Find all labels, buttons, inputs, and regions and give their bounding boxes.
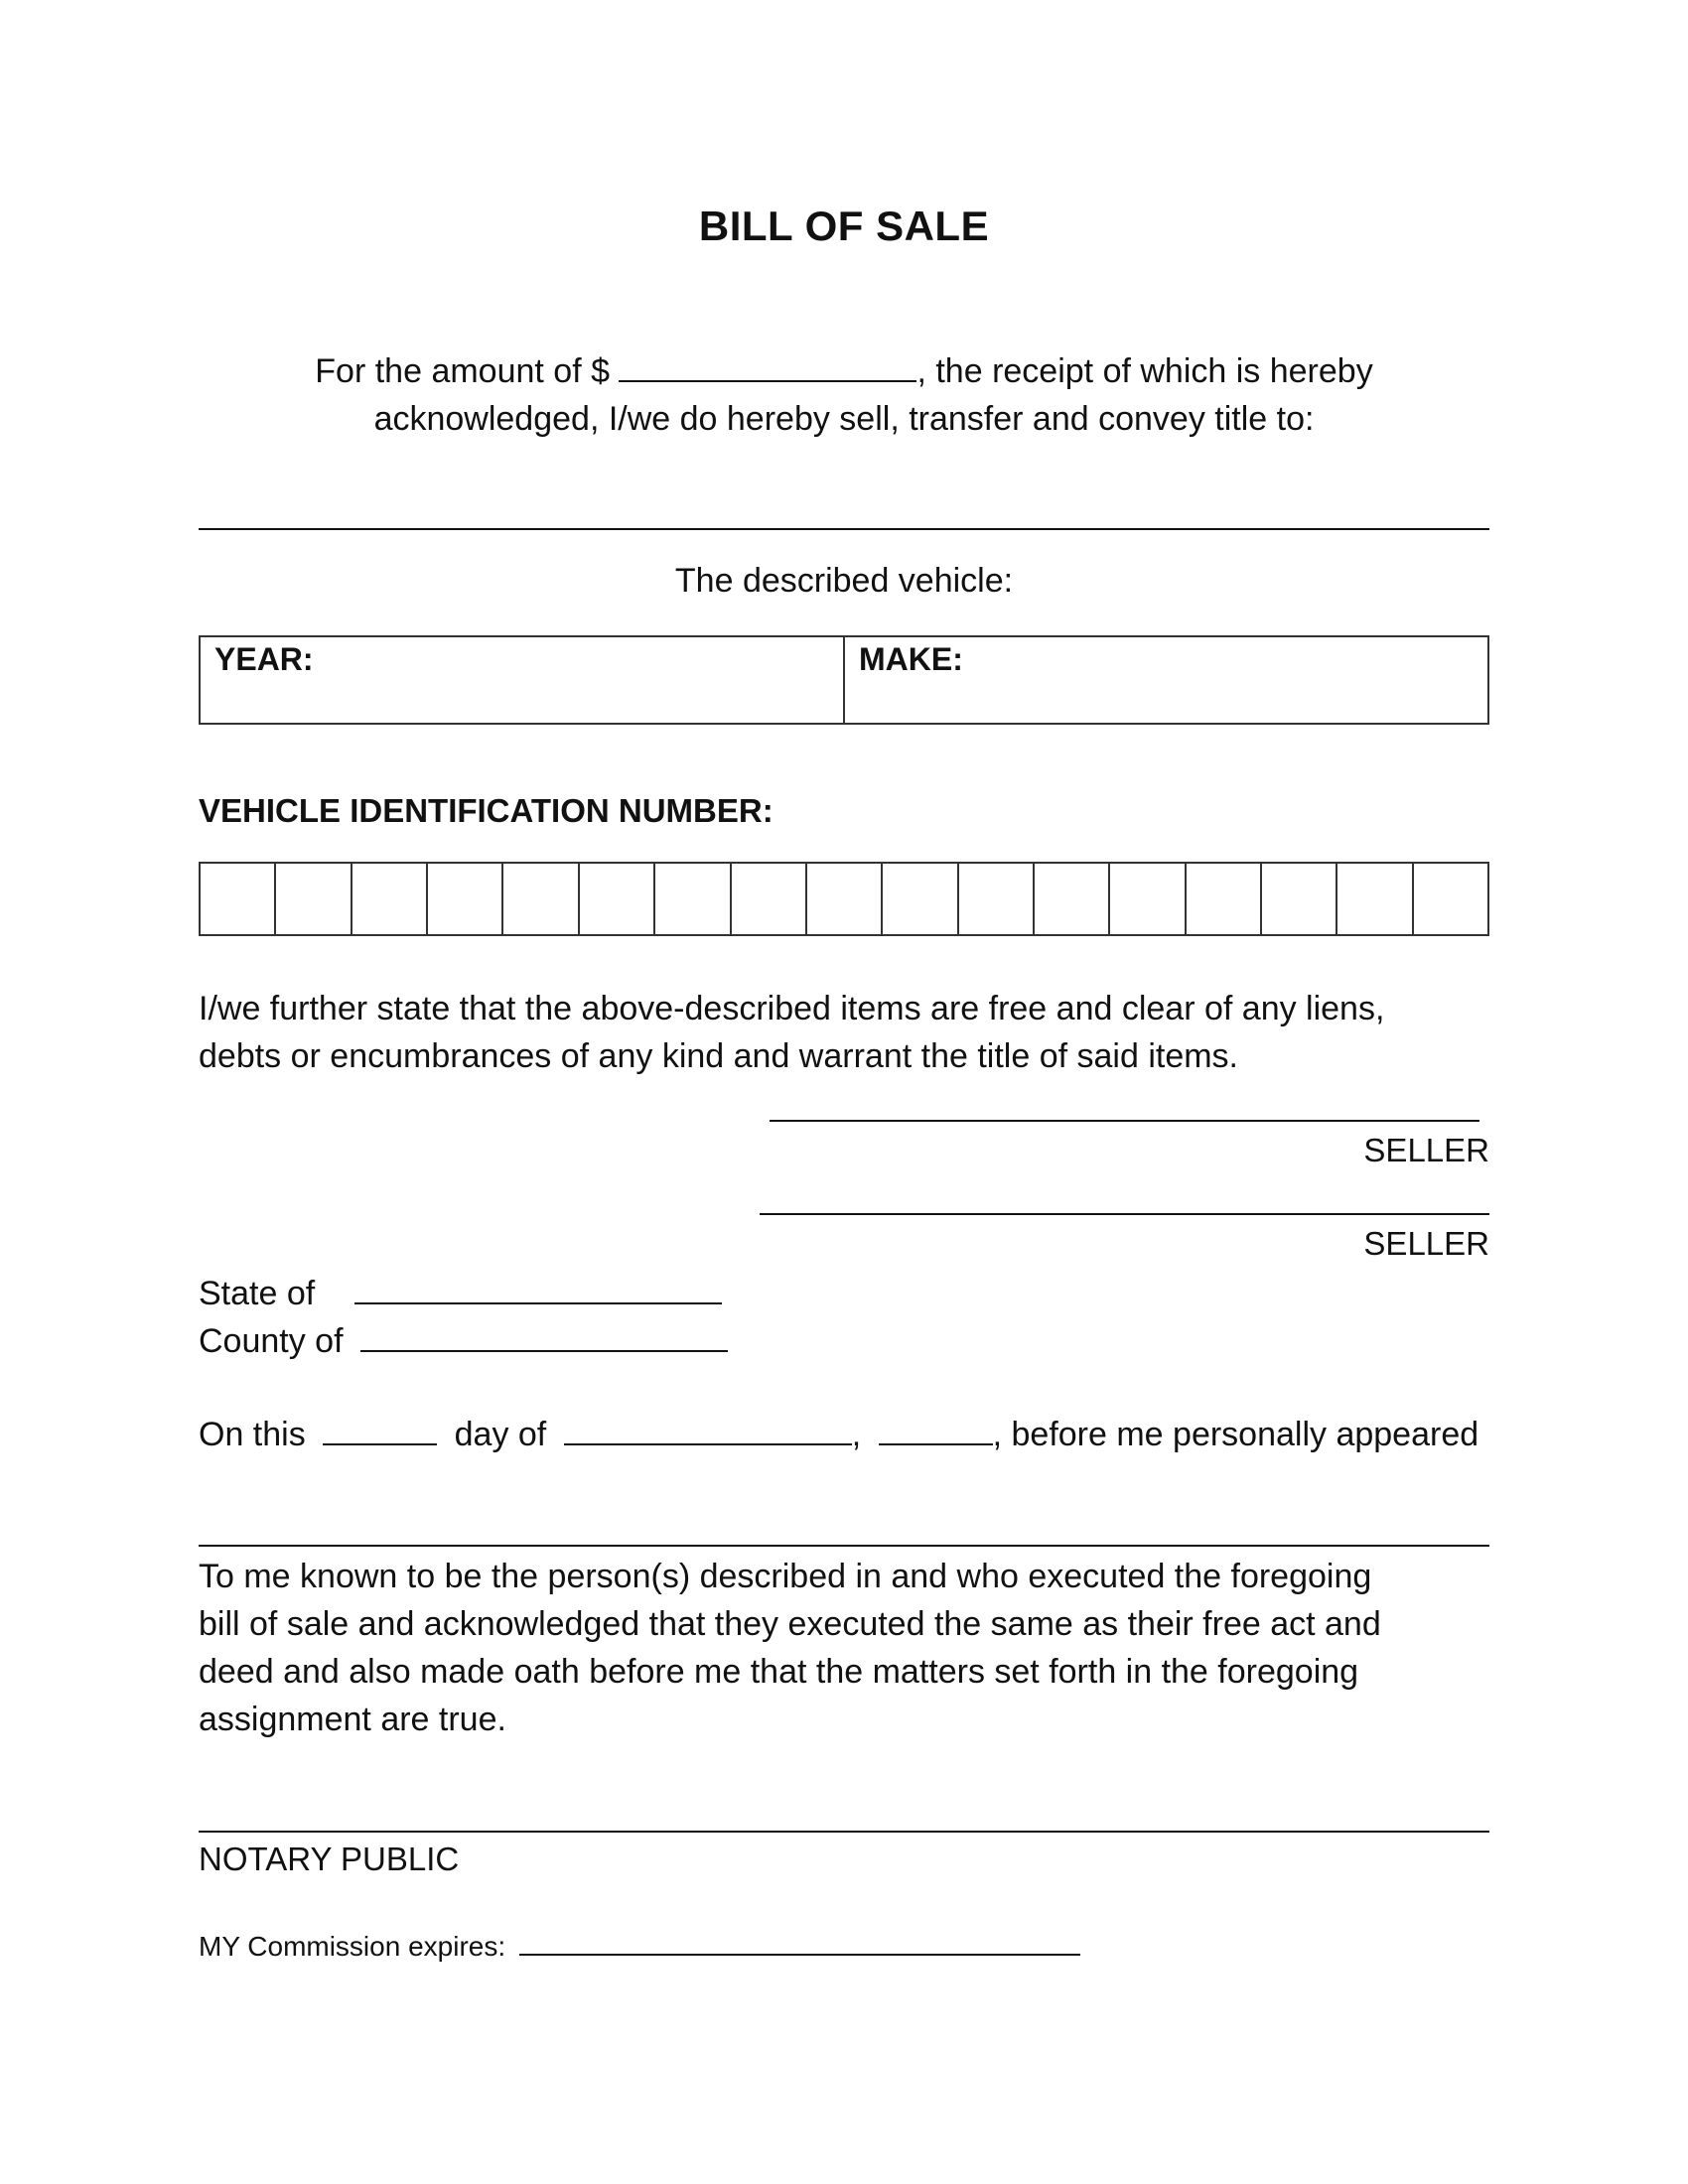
vin-char-box[interactable]: [730, 864, 805, 934]
intro-line-1: [199, 347, 1489, 395]
vin-char-box[interactable]: [805, 864, 881, 934]
document-title: BILL OF SALE: [698, 203, 990, 249]
appearance-row: [199, 1414, 1478, 1454]
year-field[interactable]: [201, 637, 843, 723]
vin-char-box[interactable]: [351, 864, 426, 934]
year-label: YEAR:: [214, 641, 314, 677]
vin-char-box[interactable]: [426, 864, 501, 934]
notary-signature-line[interactable]: [199, 1831, 1489, 1833]
county-row: [199, 1320, 728, 1361]
vin-char-box[interactable]: [201, 864, 274, 934]
county-label: County of: [199, 1322, 344, 1360]
before-me-label: , before me personally appeared: [992, 1416, 1479, 1453]
vin-char-box[interactable]: [1336, 864, 1411, 934]
lien-statement-line-1: I/we further state that the above-described items are free and clear of any liens,: [199, 990, 1385, 1027]
vin-char-box[interactable]: [1033, 864, 1108, 934]
year-blank[interactable]: [879, 1414, 993, 1445]
buyer-name-line[interactable]: [199, 528, 1489, 530]
vin-char-box[interactable]: [274, 864, 350, 934]
notary-public-label: NOTARY PUBLIC: [199, 1841, 460, 1877]
commission-expiry-blank[interactable]: [519, 1930, 1080, 1956]
described-vehicle-label: The described vehicle:: [674, 562, 1014, 600]
oath-line-2: bill of sale and acknowledged that they executed the same as their free act and: [199, 1605, 1381, 1643]
vin-char-box[interactable]: [1260, 864, 1336, 934]
vin-char-box[interactable]: [578, 864, 653, 934]
lien-statement: [199, 985, 1489, 1080]
intro-amount-prefix: For the amount of $: [315, 352, 611, 390]
make-field[interactable]: [843, 637, 1487, 723]
oath-line-3: deed and also made oath before me that the matters set forth in the foregoing: [199, 1653, 1359, 1691]
lien-statement-line-2: debts or encumbrances of any kind and warrant the title of said items.: [199, 1037, 1238, 1075]
oath-line-1: To me known to be the person(s) described in and who executed the foregoing: [199, 1558, 1372, 1595]
seller-signature-line-2[interactable]: [760, 1213, 1489, 1215]
vin-char-box[interactable]: [1108, 864, 1184, 934]
vin-char-box[interactable]: [1412, 864, 1487, 934]
seller-label-1: SELLER: [1363, 1132, 1489, 1168]
day-of-label: day of: [454, 1416, 547, 1453]
vin-label: VEHICLE IDENTIFICATION NUMBER:: [199, 792, 774, 829]
state-row: [199, 1273, 722, 1313]
state-blank[interactable]: [354, 1273, 722, 1304]
day-blank[interactable]: [323, 1414, 437, 1445]
vin-char-box[interactable]: [501, 864, 577, 934]
make-label: MAKE:: [859, 641, 963, 677]
county-blank[interactable]: [360, 1320, 728, 1352]
intro-line-2: acknowledged, I/we do hereby sell, transfer and convey title to:: [373, 400, 1315, 438]
vin-boxes: [199, 862, 1489, 936]
on-this-label: On this: [199, 1416, 306, 1453]
vin-char-box[interactable]: [957, 864, 1033, 934]
year-make-table: [199, 635, 1489, 725]
comma-label: ,: [851, 1416, 862, 1453]
state-label: State of: [199, 1275, 316, 1312]
intro-amount-suffix: , the receipt of which is hereby: [916, 352, 1373, 390]
month-blank[interactable]: [564, 1414, 852, 1445]
commission-label: MY Commission expires:: [199, 1931, 506, 1962]
intro-paragraph: [199, 347, 1489, 443]
seller-label-2: SELLER: [1363, 1225, 1489, 1262]
vin-char-box[interactable]: [653, 864, 729, 934]
oath-line-4: assignment are true.: [199, 1701, 506, 1738]
seller-signature-line-1[interactable]: [770, 1120, 1479, 1122]
commission-row: [199, 1930, 1080, 1963]
appeared-person-line[interactable]: [199, 1545, 1489, 1547]
vin-char-box[interactable]: [1185, 864, 1260, 934]
oath-paragraph: [199, 1553, 1489, 1743]
amount-blank[interactable]: [619, 350, 916, 382]
vin-char-box[interactable]: [881, 864, 956, 934]
